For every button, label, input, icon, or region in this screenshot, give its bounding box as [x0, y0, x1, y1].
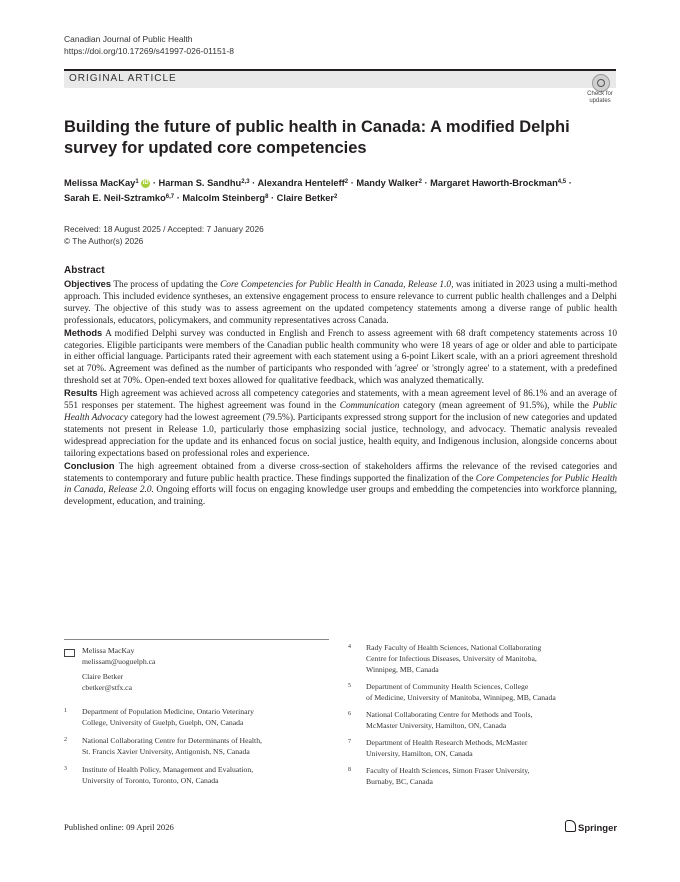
affiliation: 3 Institute of Health Policy, Management and Evaluation, University of Toronto, Toronto, ON, Canada	[64, 765, 254, 785]
affiliation: 8 Faculty of Health Sciences, Simon Fraser University, Burnaby, BC, Canada	[348, 766, 530, 786]
author[interactable]: Melissa MacKay$^1$	[64, 178, 139, 188]
author[interactable]: Mandy Walker$^2$	[356, 178, 422, 188]
orcid-icon[interactable]: iD	[142, 180, 149, 187]
abstract-conclusion: Conclusion The high agreement obtained from a diverse cross-section of stakeholders affirms the relevance of the revised categories and statements to contemporary and future public health practice. These findings supported the finalization of the Core Competencies for Public Health in Canada, Release 2.0. Ongoing efforts will focus on engaging knowledge user groups and embedding the competencies into workforce planning, development, education, and training.	[64, 460, 617, 508]
contact-name: Melissa MacKay	[82, 646, 135, 655]
published-online: Published online: 09 April 2026	[64, 822, 174, 832]
footnote-divider	[64, 639, 329, 640]
contact-name: Claire Betker	[82, 672, 124, 681]
author[interactable]: Margaret Haworth-Brockman$^{4,5}$	[430, 178, 567, 188]
journal-header	[64, 33, 234, 57]
article-title: Building the future of public health in Canada: A modified Delphi survey for updated core competencies	[64, 118, 570, 157]
article-type: ORIGINAL ARTICLE	[69, 73, 177, 84]
envelope-icon	[64, 649, 75, 657]
author[interactable]: Sarah E. Neil-Sztramko$^{6,7}$	[64, 193, 175, 203]
publisher-logo: Springer	[565, 820, 617, 834]
affiliation: 4 Rady Faculty of Health Sciences, National Collaborating Centre for Infectious Diseases, University of Manitoba, Winnipeg, MB, Canada	[348, 643, 542, 674]
abstract-body	[64, 279, 617, 509]
abstract-methods: Methods A modified Delphi survey was conducted in English and French to assess agreement with 68 draft competency statements across 10 categories. Eligible participants were members of the Canadian public health community who were 18 years of age or older and able to participate in either official language. Participants rated their agreement with each statement using a 6-point Likert scale, with an a priori agreement threshold set at 70%. Agreement was defined as the number of participants who responded with 'agree' or 'strongly agree' to a statement, with a predefined threshold set at 70%. Open-ended text boxes allowed for qualitative feedback, which was analyzed thematically.	[64, 327, 617, 387]
author-list: Melissa MacKay$^1$ iD · Harman S. Sandhu$^{2,3}$ · Alexandra Henteleff$^2$ · Mandy Walker$^2$ · Margaret Haworth-Brockman$^{4,5}$ · Sarah E. Neil-Sztramko$^{6,7}$ · Malcolm Steinberg$^8$ · Claire Betker$^2$	[64, 178, 572, 203]
received-accepted: Received: 18 August 2025 / Accepted: 7 January 2026	[64, 224, 264, 234]
copyright: © The Author(s) 2026	[64, 236, 144, 246]
springer-horse-icon	[565, 820, 576, 832]
author[interactable]: Malcolm Steinberg$^8$	[182, 193, 269, 203]
author[interactable]: Claire Betker$^2$	[276, 193, 338, 203]
affiliation: 5 Department of Community Health Sciences, College of Medicine, University of Manitoba, Winnipeg, MB, Canada	[348, 682, 556, 702]
correspondence	[64, 648, 329, 696]
affiliation: 7 Department of Health Research Methods, McMaster University, Hamilton, ON, Canada	[348, 738, 528, 758]
check-for-updates-label: Check for updates	[587, 91, 613, 104]
contact-email[interactable]: melissam@uoguelph.ca	[82, 657, 156, 666]
check-for-updates-icon	[592, 74, 610, 92]
author[interactable]: Alexandra Henteleff$^2$	[257, 178, 349, 188]
affiliation: 2 National Collaborating Centre for Determinants of Health, St. Francis Xavier University, Antigonish, NS, Canada	[64, 736, 262, 756]
contact-email[interactable]: cbetker@stfx.ca	[82, 683, 132, 692]
article-dates	[64, 223, 264, 247]
check-for-updates-badge[interactable]	[584, 74, 616, 108]
abstract-objectives: Objectives The process of updating the Core Competencies for Public Health in Canada, Release 1.0, was initiated in 2023 using a multi-method approach. This included evidence syntheses, an extensive engagement process to ensure relevance to current public health challenges and a Delphi survey. The objective of this study was to assess agreement on the updated competency statements among a diverse range of public health professionals, educators, policymakers, and community representatives across Canada.	[64, 279, 618, 326]
affiliation: 1 Department of Population Medicine, Ontario Veterinary College, University of Guelph, Guelph, ON, Canada	[64, 707, 254, 727]
abstract-heading: Abstract	[64, 265, 105, 276]
affiliation: 6 National Collaborating Centre for Methods and Tools, McMaster University, Hamilton, ON, Canada	[348, 710, 533, 730]
author[interactable]: Harman S. Sandhu$^{2,3}$	[158, 178, 250, 188]
abstract-results: Results High agreement was achieved across all competency categories and statements, with a mean agreement level of 86.1% and an average of 551 responses per statement. The highest agreement was found in the Communication category (mean agreement of 91.5%), while the Public Health Advocacy category had the lowest agreement (79.5%). Participants expressed strong support for the inclusion of new categories and updated statements not present in Release 1.0, particularly those emphasizing social justice, technology, and advocacy. Thematic analysis revealed widespread appreciation for the update and its enhanced focus on social justice, health equity, and Indigenous inclusion, alongside concerns about tailoring expectations based on professional roles and experience.	[64, 388, 617, 459]
journal-name: Canadian Journal of Public Health	[64, 34, 193, 44]
article-type-banner	[64, 69, 616, 88]
journal-doi[interactable]: https://doi.org/10.17269/s41997-026-01151-8	[64, 46, 234, 56]
